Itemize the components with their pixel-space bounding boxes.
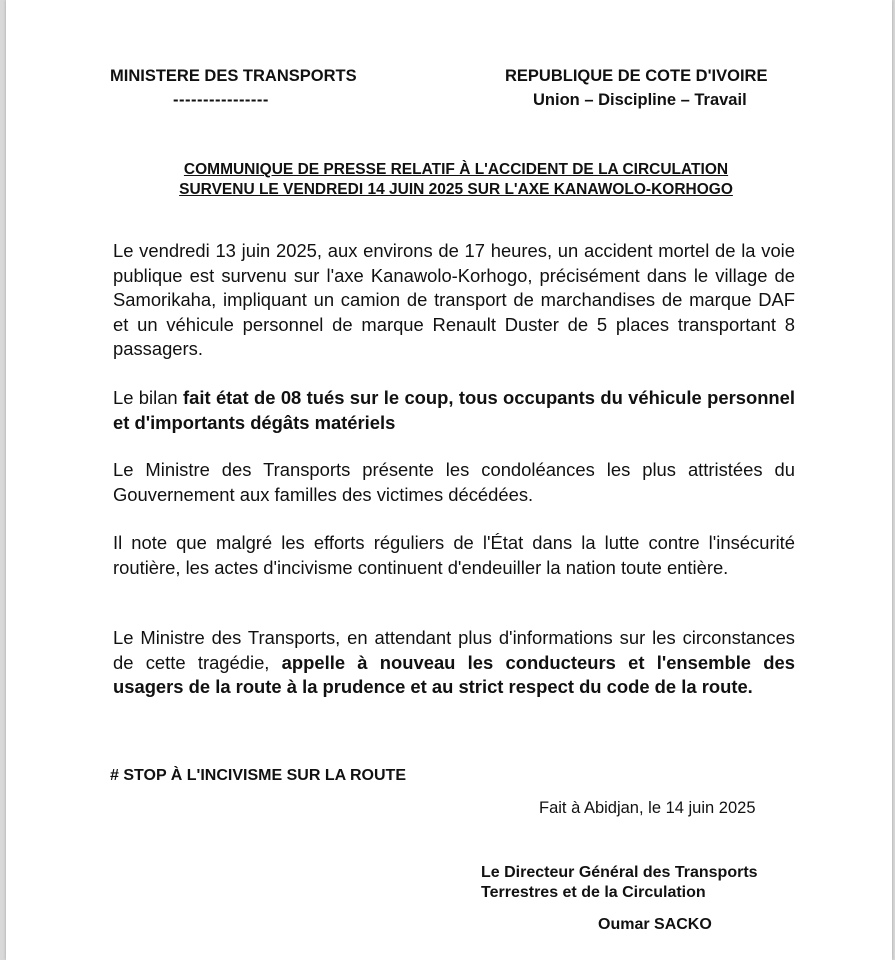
republic-name: REPUBLIQUE DE COTE D'IVOIRE <box>505 67 768 85</box>
paragraph-incivism: Il note que malgré les efforts réguliers de l'État dans la lutte contre l'insécurité routière, les actes d'incivisme continuent d'endeuiller la nation toute entière. <box>113 532 795 578</box>
title-line-1: COMMUNIQUE DE PRESSE RELATIF À L'ACCIDENT DE LA CIRCULATION <box>183 161 729 178</box>
paragraph-appeal <box>113 626 795 700</box>
appeal-intro: Le Ministre des Transports, en attendant plus d'informations sur les circonstances de cette tragédie, <box>113 627 795 673</box>
place-and-date: Fait à Abidjan, le 14 juin 2025 <box>539 799 756 817</box>
paragraph-toll <box>113 386 795 435</box>
republic-motto: Union – Discipline – Travail <box>533 91 747 109</box>
ministry-separator: ---------------- <box>173 91 269 109</box>
toll-details: fait état de 08 tués sur le coup, tous occupants du véhicule personnel et d'importants dégâts matériels <box>113 387 795 433</box>
title-line-2: SURVENU LE VENDREDI 14 JUIN 2025 SUR L'AXE KANAWOLO-KORHOGO <box>179 181 733 198</box>
signatory-title-line-1: Le Directeur Général des Transports <box>481 864 758 881</box>
toll-intro: Le bilan <box>113 387 184 408</box>
paragraph-condolences: Le Ministre des Transports présente les condoléances les plus attristées du Gouvernement aux familles des victimes décédées. <box>113 459 795 505</box>
document-page <box>6 0 892 960</box>
slogan-hashtag: # STOP À L'INCIVISME SUR LA ROUTE <box>110 767 406 784</box>
ministry-name: MINISTERE DES TRANSPORTS <box>110 67 357 85</box>
signatory-title-line-2: Terrestres et de la Circulation <box>481 884 706 901</box>
appeal-call: appelle à nouveau les conducteurs et l'ensemble des usagers de la route à la prudence et au strict respect du code de la route. <box>113 651 795 697</box>
press-release-title <box>126 160 786 200</box>
signatory-name: Oumar SACKO <box>598 916 712 933</box>
paragraph-accident: Le vendredi 13 juin 2025, aux environs de 17 heures, un accident mortel de la voie publique est survenu sur l'axe Kanawolo-Korhogo, précisément dans le village de Samorikaha, impliquant un camion de transport de marchandises de marque DAF et un véhicule personnel de marque Renault Duster de 5 places transportant 8 passagers. <box>113 240 795 359</box>
